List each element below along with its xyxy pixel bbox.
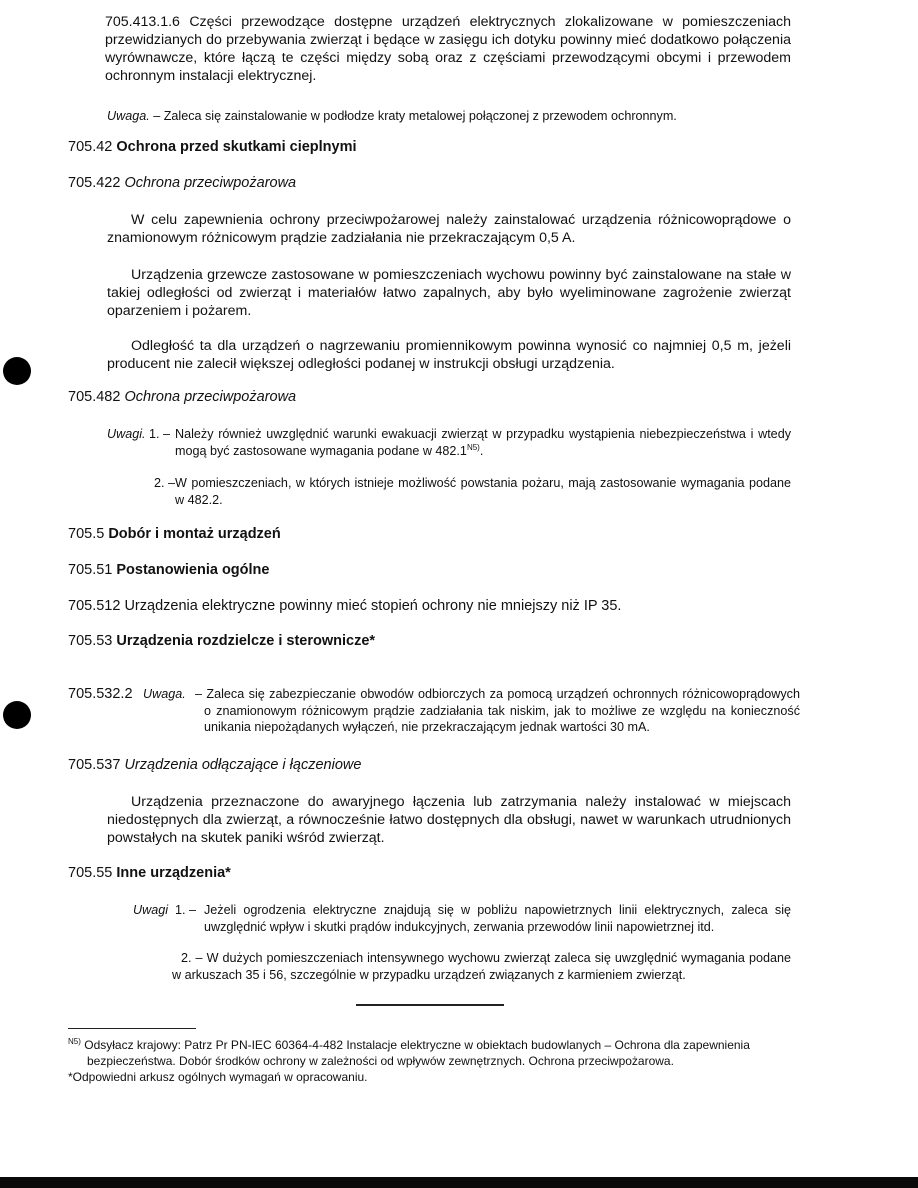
footnote-separator: [68, 1028, 196, 1029]
notes-705-55: [133, 902, 791, 935]
section-705-512: [68, 597, 621, 615]
note-text: – Zaleca się zabezpieczanie obwodów odbiorczych za pomocą urządzeń ochronnych różnicowoprądowych o znamionowym różnicowym prądzie zadziałania tak niskim, jak to możliwe ze względu na konieczność unikania niepożądanych wyłączeń, nie przekraczającym jednak wartości 30 mA.: [195, 687, 800, 734]
footnote-ref: N5): [466, 442, 480, 452]
note-label: Uwagi: [133, 903, 168, 917]
heading-number: 705.42: [68, 139, 113, 155]
heading-title: Urządzenia rozdzielcze i sterownicze*: [116, 633, 376, 649]
heading-title: Dobór i montaż urządzeń: [108, 526, 281, 542]
heading-title: Postanowienia ogólne: [116, 562, 270, 578]
punch-hole: [3, 701, 31, 729]
heading-number: 705.55: [68, 865, 113, 881]
note-text: – Zaleca się zainstalowanie w podłodze kraty metalowej połączonej z przewodem ochronnym.: [153, 109, 677, 123]
heading-title: Ochrona przed skutkami cieplnymi: [116, 139, 357, 155]
heading-number: 705.482: [68, 389, 121, 405]
heading-705-53: [68, 632, 375, 650]
note-item-2: [172, 950, 791, 983]
heading-705-55: [68, 864, 231, 882]
note-number: 2. –: [154, 476, 176, 490]
note-number: 2. –: [181, 951, 203, 965]
heading-title: Ochrona przeciwpożarowa: [124, 389, 297, 405]
notes-705-482: [107, 426, 791, 459]
note-item-2: [154, 475, 791, 508]
note-number: 1. –: [149, 427, 171, 441]
paragraph: Odległość ta dla urządzeń o nagrzewaniu promiennikowym powinna wynosić co najmniej 0,5 m, jeżeli producent nie zalecił większej odległości podanej w instrukcji obsługi urządzenia.: [107, 338, 791, 372]
heading-number: 705.51: [68, 562, 113, 578]
section-number: 705.413.1.6: [105, 14, 180, 30]
paragraph: W celu zapewnienia ochrony przeciwpożarowej należy zainstalować urządzenia różnicowoprądowe o znamionowym różnicowym prądzie zadziałania nie przekraczającym 0,5 A.: [107, 212, 791, 246]
heading-number: 705.422: [68, 175, 121, 191]
footnote-n5: [68, 1037, 795, 1069]
heading-705-51: [68, 561, 269, 579]
heading-number: 705.537: [68, 757, 121, 773]
note-text: Należy również uwzględnić warunki ewakuacji zwierząt w przypadku wystąpienia niebezpieczeństwa i wtedy mogą być zastosowane wymagania podane w 482.1: [175, 427, 791, 458]
note-number: 1. –: [175, 903, 197, 917]
heading-705-422: [68, 174, 296, 192]
heading-705-482: [68, 388, 296, 406]
footnote-mark: N5): [68, 1037, 81, 1046]
section-number: 705.532.2: [68, 686, 133, 702]
heading-705-537: [68, 756, 361, 774]
scan-bottom-edge: [0, 1177, 918, 1188]
section-text: Części przewodzące dostępne urządzeń elektrycznych zlokalizowane w pomieszczeniach przewidzianych do przebywania zwierząt i będące w zasięgu ich dotyku powinny mieć dodatkowo połączenia wyrównawcze, które łączą te części między sobą oraz z częściami przewodzącymi obcymi i przewodem ochronnym instalacji elektrycznej.: [105, 14, 791, 84]
paragraph: Urządzenia grzewcze zastosowane w pomieszczeniach wychowu powinny być zainstalowane na stałe w takiej odległości od zwierząt i materiałów łatwo zapalnych, aby było wyeliminowane zagrożenie zwierząt oparzeniem i pożarem.: [107, 267, 791, 319]
punch-hole: [3, 357, 31, 385]
section-text: Urządzenia elektryczne powinny mieć stopień ochrony nie mniejszy niż IP 35.: [124, 598, 622, 614]
end-separator: [356, 1004, 504, 1006]
note-label: Uwaga.: [107, 109, 150, 123]
note-label: Uwagi.: [107, 427, 146, 441]
heading-title: Inne urządzenia*: [116, 865, 231, 881]
note-label: Uwaga.: [143, 687, 186, 701]
footnote-text: Odsyłacz krajowy: Patrz Pr PN-IEC 60364-4-482 Instalacje elektryczne w obiektach budowlanych – Ochrona dla zapewnienia bezpieczeństwa. Dobór środków ochrony w zależności od wpływów zewnętrznych. Ochrona przeciwpożarowa.: [84, 1038, 750, 1068]
heading-705-42: [68, 138, 357, 156]
heading-705-5: [68, 525, 281, 543]
note-705-413: [107, 108, 791, 125]
paragraph: Urządzenia przeznaczone do awaryjnego łączenia lub zatrzymania należy instalować w miejscach niedostępnych dla zwierząt, a równocześnie łatwo dostępnych dla obsługi, nawet w warunkach utrudnionych powstałych na skutek paniki wśród zwierząt.: [107, 794, 791, 846]
heading-title: Ochrona przeciwpożarowa: [124, 175, 297, 191]
section-number: 705.512: [68, 598, 121, 614]
note-text: W pomieszczeniach, w których istnieje możliwość powstania pożaru, mają zastosowanie wymagania podane w 482.2.: [175, 476, 791, 507]
note-item-1: Uwagi. 1. – Należy również uwzględnić warunki ewakuacji zwierząt w przypadku wystąpienia niebezpieczeństwa i wtedy mogą być zastosowane wymagania podane w $482.1^{N5)}$.: [107, 427, 791, 458]
note-text: Jeżeli ogrodzenia elektryczne znajdują się w pobliżu napowietrznych linii elektrycznych, zaleca się uwzględnić wpływ i skutki prądów indukcyjnych, zerwania przewodów linii napowietrznej itd.: [204, 903, 791, 934]
heading-number: 705.53: [68, 633, 113, 649]
note-item-1: [133, 902, 791, 935]
note-text: W dużych pomieszczeniach intensywnego wychowu zwierząt zaleca się uwzględnić wymagania podane w arkuszach 35 i 56, szczególnie w przypadku urządzeń związanych z karmieniem zwierząt.: [172, 951, 791, 982]
footnote-star: *Odpowiedni arkusz ogólnych wymagań w opracowaniu.: [68, 1070, 368, 1084]
section-705-413-1-6: [68, 13, 791, 85]
heading-number: 705.5: [68, 526, 105, 542]
heading-title: Urządzenia odłączające i łączeniowe: [124, 757, 362, 773]
